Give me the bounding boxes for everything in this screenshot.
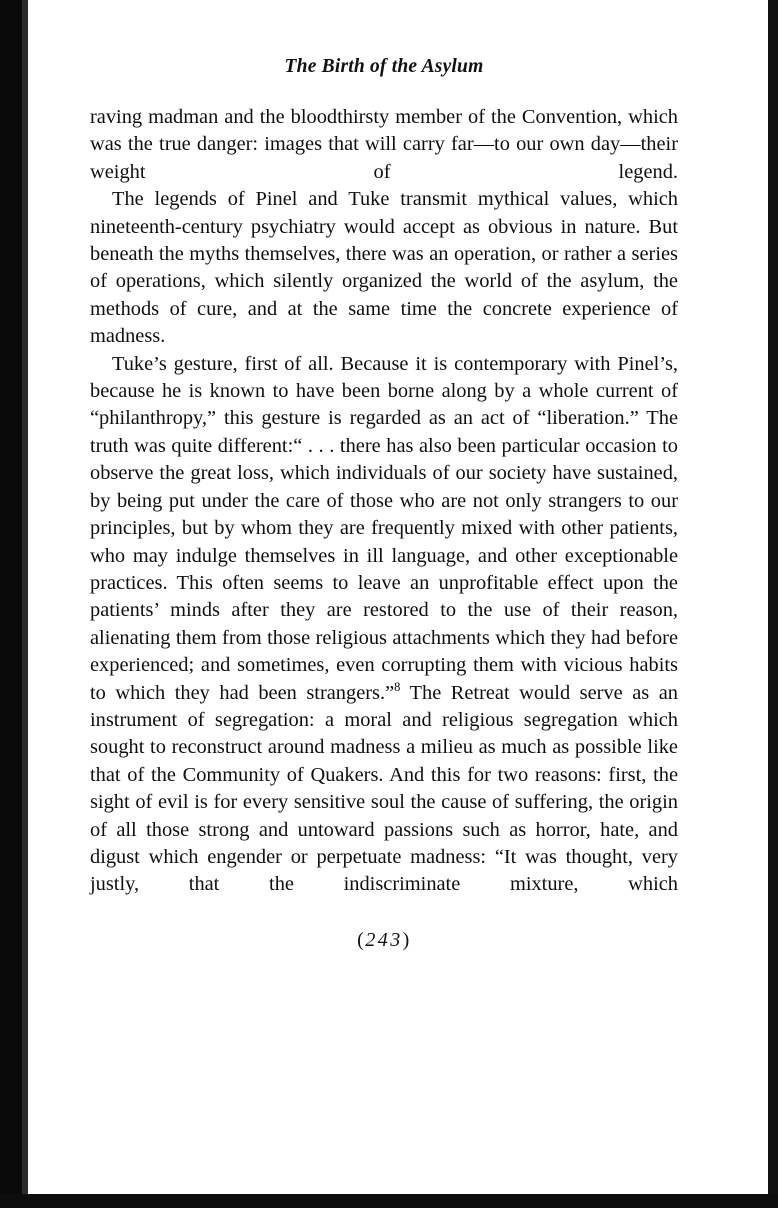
page-folio (90, 929, 678, 952)
scan-edge-left (0, 0, 22, 1208)
paragraph-legends-of-pinel-and-tuke: The legends of Pinel and Tuke transmit mythical values, which nineteenth-century psychiatry would accept as obvious in nature. But beneath the myths themselves, there was an operation, or rather a series of operations, which silently organized the world of the asylum, the methods of cure, and at the same time the concrete experience of madness. (90, 188, 678, 348)
scan-edge-right (768, 0, 778, 1208)
running-head: The Birth of the Asylum (284, 56, 484, 77)
footnote-reference-8: 8 (394, 679, 401, 694)
book-page (28, 0, 768, 1194)
paragraph-tukes-gesture-part-one: Tuke’s gesture, first of all. Because it is contemporary with Pinel’s, because he is known to have been borne along by a whole current of “philanthropy,” this gesture is regarded as an act of “liberation.” The truth was quite different:“ . . . there has also been particular occasion to observe the great loss, which individuals of our society have sustained, by being put under the care of those who are not only strangers to our principles, but by whom they are frequently mixed with other patients, who may indulge themselves in ill language, and other exceptionable practices. This often seems to leave an unprofitable effect upon the patients’ minds after they are restored to the use of their reason, alienating them from those religious attachments which they had before experienced; and sometimes, even corrupting them with vicious habits to which they had been strangers.” (90, 352, 678, 704)
paragraph-tukes-gesture-part-two: The Retreat would serve as an instrument of segregation: a moral and religious segregation which sought to reconstruct around madness a milieu as much as possible like that of the Community of Quakers. And this for two reasons: first, the sight of evil is for every sensitive soul the cause of suffering, the origin of all those strong and untoward passions such as horror, hate, and digust which engender or perpetuate madness: “It was thought, very justly, that the indiscriminate mixture, which (90, 681, 678, 896)
folio-paren-open: ( (357, 928, 366, 951)
scan-edge-bottom (0, 1194, 778, 1208)
body-text (90, 104, 678, 899)
page-text-block (90, 56, 678, 952)
paragraph-tukes-gesture (90, 351, 678, 899)
paragraph-continuation: raving madman and the bloodthirsty member of the Convention, which was the true danger: images that will carry far—to our own day—their weight of legend. (90, 106, 678, 183)
folio-number: 243 (365, 928, 403, 951)
folio-paren-close: ) (402, 928, 411, 951)
